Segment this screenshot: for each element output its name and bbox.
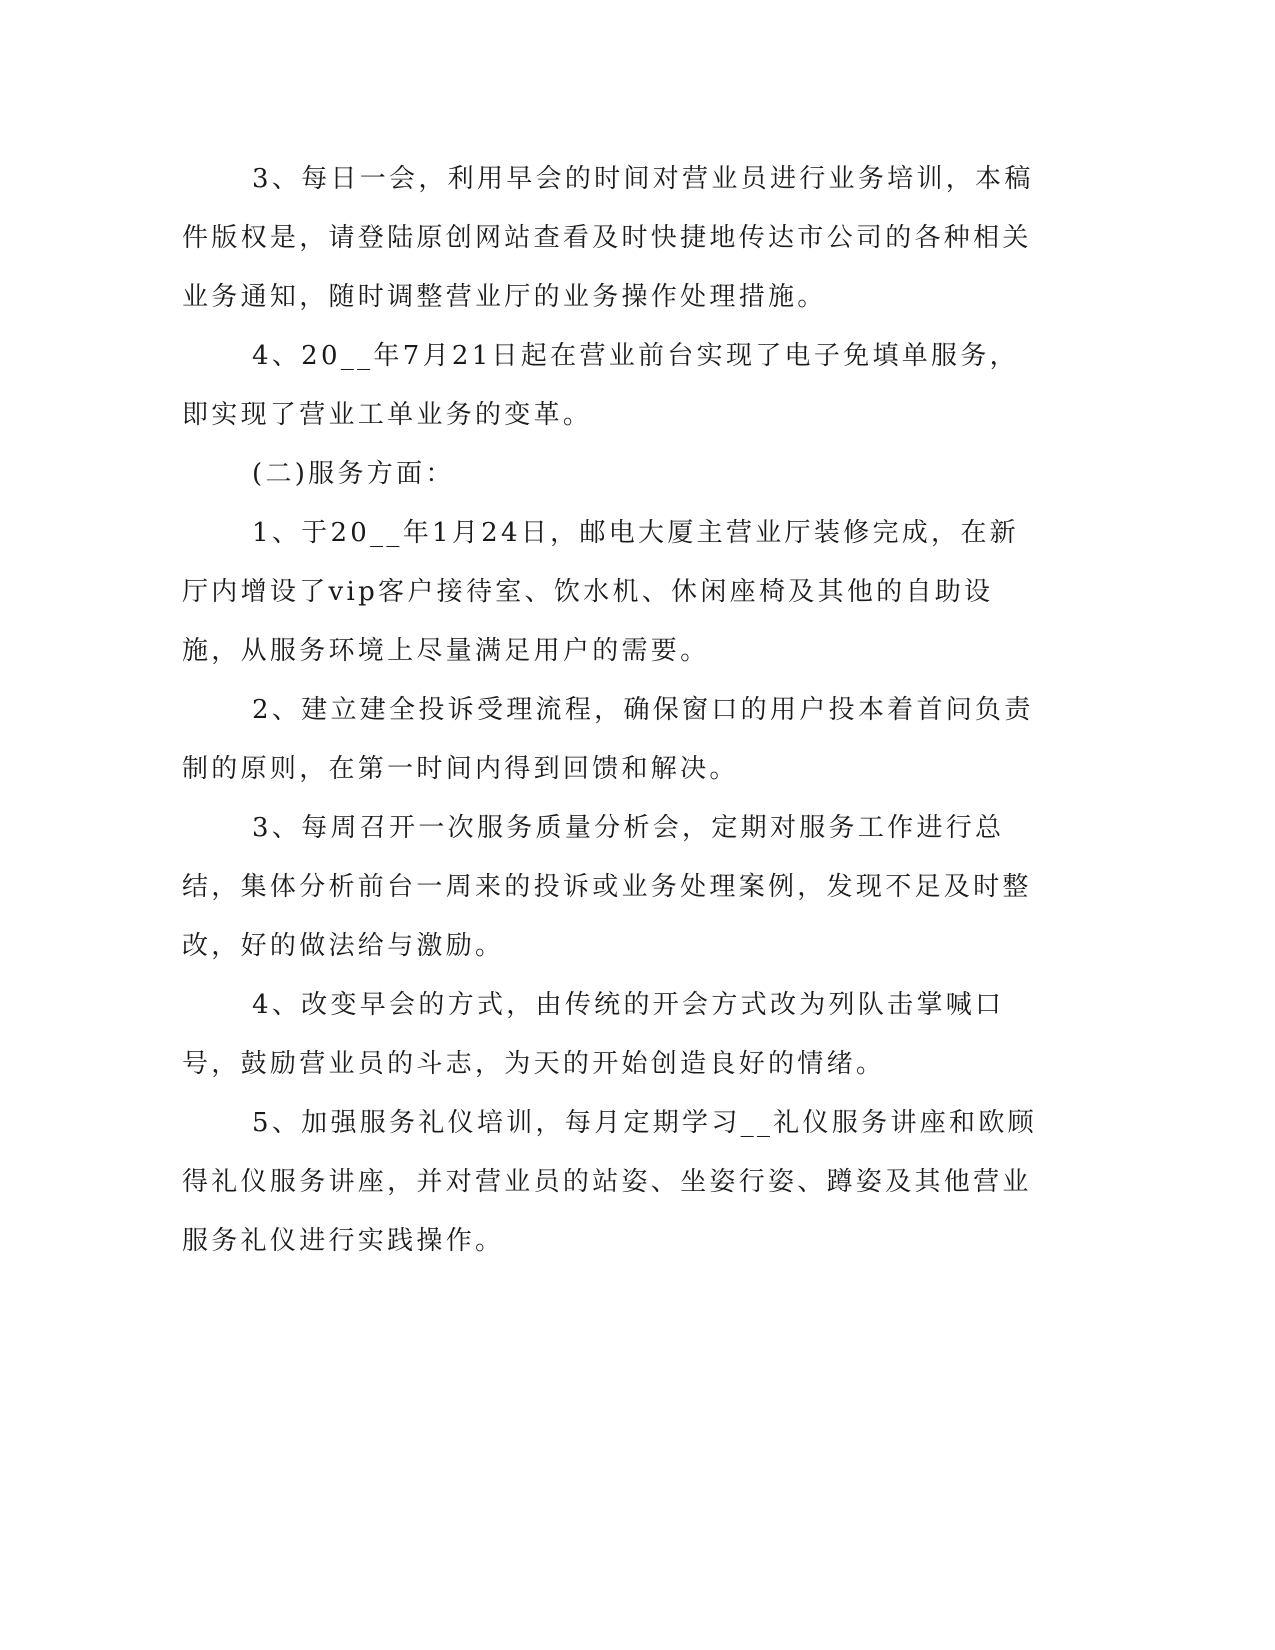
paragraph-morning-meeting-format: 4、改变早会的方式，由传统的开会方式改为列队击掌喊口号，鼓励营业员的斗志，为天的开始创造良好的情绪。 bbox=[182, 990, 1005, 1079]
paragraph-daily-meeting: 3、每日一会，利用早会的时间对营业员进行业务培训，本稿件版权是，请登陆原创网站查看及时快捷地传达市公司的各种相关业务通知，随时调整营业厅的业务操作处理措施。 bbox=[182, 164, 1034, 312]
document-body bbox=[182, 150, 1042, 1271]
section-heading-service: (二)服务方面： bbox=[252, 459, 455, 489]
paragraph-weekly-analysis: 3、每周召开一次服务质量分析会，定期对服务工作进行总结，集体分析前台一周来的投诉或业务处理案例，发现不足及时整改，好的做法给与激励。 bbox=[182, 813, 1032, 961]
paragraph-etiquette-training: 5、加强服务礼仪培训，每月定期学习__礼仪服务讲座和欧顾得礼仪服务讲座，并对营业员的站姿、坐姿行姿、蹲姿及其他营业服务礼仪进行实践操作。 bbox=[182, 1108, 1037, 1256]
paragraph-electronic-form: 4、20__年7月21日起在营业前台实现了电子免填单服务，即实现了营业工单业务的变革。 bbox=[182, 341, 1019, 430]
paragraph-hall-renovation: 1、于20__年1月24日，邮电大厦主营业厅装修完成，在新厅内增设了vip客户接待室、饮水机、休闲座椅及其他的自助设施，从服务环境上尽量满足用户的需要。 bbox=[182, 518, 1019, 666]
paragraph-complaint-process: 2、建立建全投诉受理流程，确保窗口的用户投本着首问负责制的原则，在第一时间内得到回馈和解决。 bbox=[182, 695, 1034, 784]
